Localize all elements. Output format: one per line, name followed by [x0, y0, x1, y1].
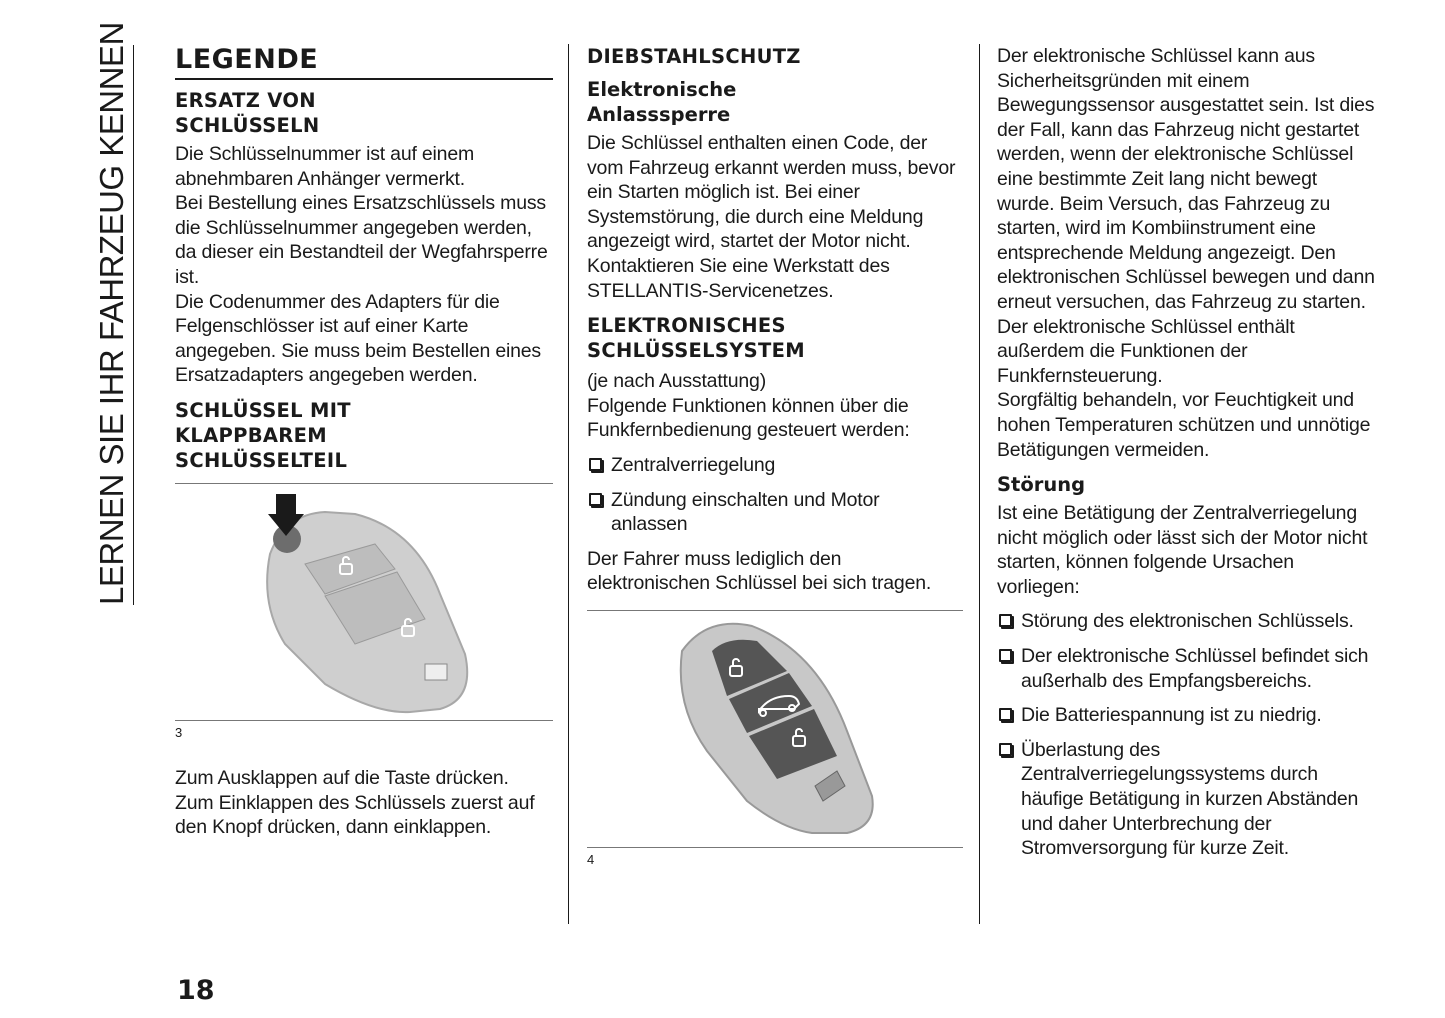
- paragraph: (je nach Ausstattung): [587, 370, 766, 393]
- bullet-item: Die Batteriespannung ist zu niedrig.: [997, 703, 1377, 728]
- paragraph: Zum Einklappen des Schlüssels zuerst auf den Knopf drücken, dann einklappen.: [175, 791, 535, 839]
- heading-diebstahlschutz: DIEBSTAHLSCHUTZ: [587, 45, 801, 68]
- checkbox-bullet-icon: [999, 614, 1012, 627]
- checkbox-bullet-icon: [589, 458, 602, 471]
- column-1: [175, 44, 553, 840]
- bullet-item: Zentralverriegelung: [587, 453, 963, 478]
- section-title-anlasssperre: Elektronische Anlasssperre: [587, 78, 737, 126]
- flip-key-illustration: [175, 484, 553, 720]
- bullet-item: Überlastung des Zentralverriegelungssystems durch häufige Betätigung in kurzen Abständen und daher Unterbrechung der Stromversorgung für kurze Zeit.: [997, 738, 1377, 861]
- figure-number: 3: [175, 724, 183, 740]
- paragraph: Zum Ausklappen auf die Taste drücken.: [175, 766, 509, 789]
- checkbox-bullet-icon: [999, 743, 1012, 756]
- section-title-ersatz: ERSATZ VON SCHLÜSSELN: [175, 89, 320, 137]
- paragraph: Der elektronische Schlüssel kann aus Sicherheitsgründen mit einem Bewegungssensor ausgestattet sein. Ist dies der Fall, kann das Fahrzeug nicht gestartet werden, wenn der elektronische Schlüssel eine bestimmte Zeit lang nicht bewegt wurde. Beim Versuch, das Fahrzeug zu starten, wird im Kombiinstrument eine entsprechende Meldung angezeigt. Den elektronischen Schlüssel bewegen und dann erneut versuchen, das Fahrzeug zu starten.: [997, 45, 1375, 313]
- smart-key-illustration: [587, 611, 963, 847]
- chapter-divider: [133, 45, 134, 605]
- checkbox-bullet-icon: [999, 708, 1012, 721]
- paragraph: Die Schlüssel enthalten einen Code, der vom Fahrzeug erkannt werden muss, bevor ein Starten möglich ist. Bei einer Systemstörung, die durch eine Meldung angezeigt wird, startet der Motor nicht. Kontaktieren Sie eine Werkstatt des STELLANTIS-Servicenetzes.: [587, 132, 956, 302]
- checkbox-bullet-icon: [589, 493, 602, 506]
- checkbox-bullet-icon: [999, 649, 1012, 662]
- figure-smart-key: [587, 610, 963, 848]
- column-divider: [979, 44, 980, 924]
- paragraph: Ist eine Betätigung der Zentralverriegelung nicht möglich oder lässt sich der Motor nicht starten, können folgende Ursachen vorliegen:: [997, 502, 1368, 598]
- bullet-item: Zündung einschalten und Motor anlassen: [587, 488, 963, 537]
- bullet-item: Der elektronische Schlüssel befindet sich außerhalb des Empfangsbereichs.: [997, 644, 1377, 693]
- page-number: 18: [177, 975, 215, 1006]
- figure-flip-key: [175, 483, 553, 721]
- section-title-stoerung: Störung: [997, 473, 1086, 497]
- chapter-title: [92, 22, 132, 605]
- section-title-schluesselsystem: ELEKTRONISCHES SCHLÜSSELSYSTEM: [587, 314, 805, 363]
- paragraph: Der elektronische Schlüssel enthält außerdem die Funktionen der Funkfernsteuerung.: [997, 315, 1295, 387]
- heading-legende: LEGENDE: [175, 44, 319, 75]
- bullet-item: Störung des elektronischen Schlüssels.: [997, 609, 1377, 634]
- heading-rule: [175, 78, 553, 80]
- paragraph: Bei Bestellung eines Ersatzschlüssels muss die Schlüsselnummer angegeben werden, da dieser ein Bestandteil der Wegfahrsperre ist.: [175, 192, 548, 288]
- column-divider: [568, 44, 569, 924]
- section-title-klappschluessel: SCHLÜSSEL MIT KLAPPBAREM SCHLÜSSELTEIL: [175, 398, 351, 472]
- paragraph: Sorgfältig behandeln, vor Feuchtigkeit und hohen Temperaturen schützen und unnötige Betätigungen vermeiden.: [997, 389, 1371, 461]
- column-2: [587, 44, 963, 867]
- paragraph: Der Fahrer muss lediglich den elektronischen Schlüssel bei sich tragen.: [587, 547, 932, 595]
- column-3: [997, 44, 1377, 871]
- figure-number: 4: [587, 851, 595, 867]
- paragraph: Die Schlüsselnummer ist auf einem abnehmbaren Anhänger vermerkt.: [175, 143, 475, 190]
- chapter-title-text: LERNEN SIE IHR FAHRZEUG KENNEN: [93, 22, 130, 605]
- paragraph: Die Codenummer des Adapters für die Felgenschlösser ist auf einer Karte angegeben. Sie muss beim Bestellen eines Ersatzadapters angegeben werden.: [175, 290, 541, 387]
- paragraph: Folgende Funktionen können über die Funkfernbedienung gesteuert werden:: [587, 394, 910, 442]
